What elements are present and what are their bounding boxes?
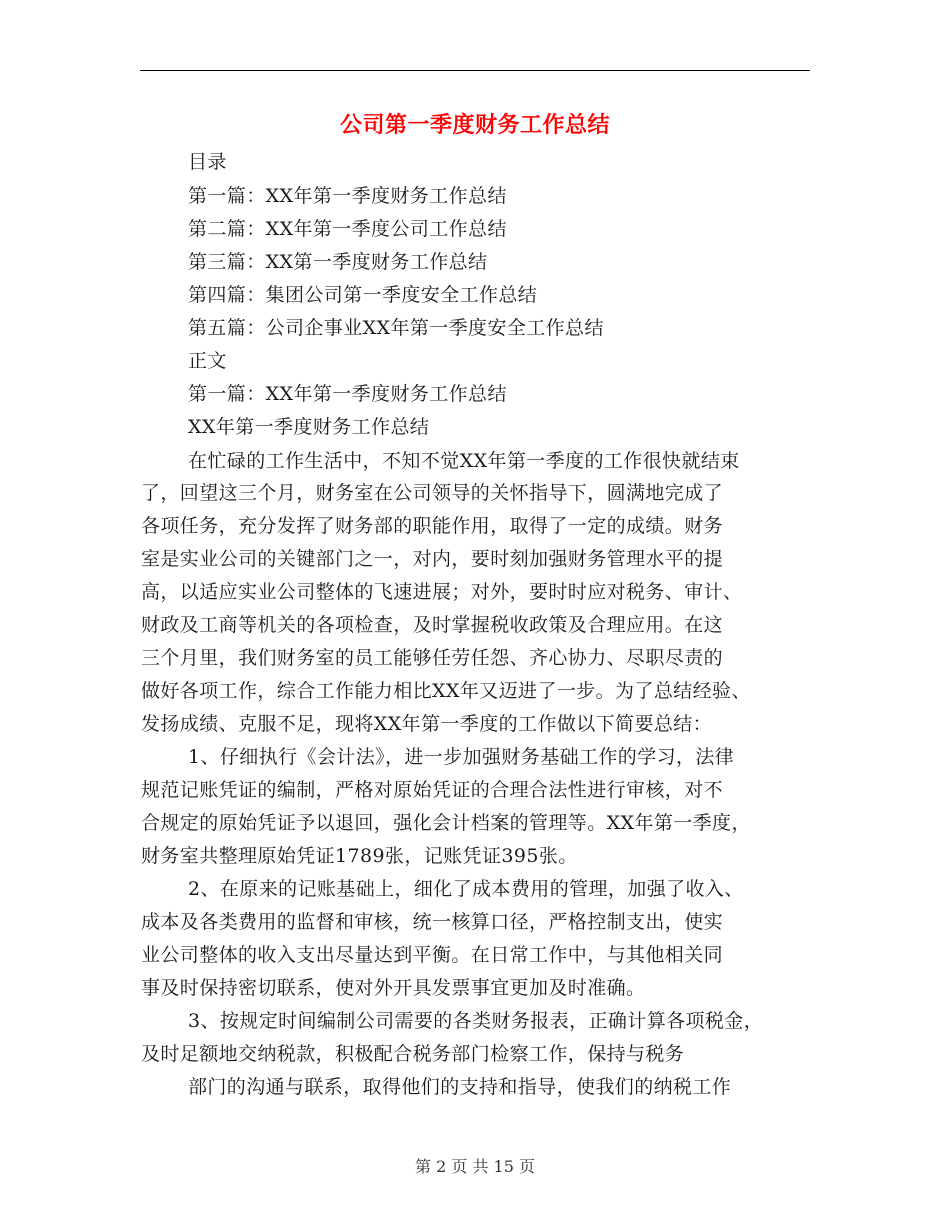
document-title: 公司第一季度财务工作总结: [339, 113, 610, 138]
paragraph-line: 各项任务，充分发挥了财务部的职能作用，取得了一定的成绩。财务: [141, 515, 724, 537]
part-title: 第一篇：XX年第一季度财务工作总结: [188, 383, 507, 405]
paragraph-line: 在忙碌的工作生活中，不知不觉XX年第一季度的工作很快就结束: [188, 450, 740, 472]
header-rule: [140, 70, 810, 71]
paragraph-line: 3、按规定时间编制公司需要的各类财务报表，正确计算各项税金，: [188, 1010, 764, 1032]
paragraph-line: 及时足额地交纳税款，积极配合税务部门检察工作，保持与税务: [141, 1043, 685, 1065]
paragraph-line: 成本及各类费用的监督和审核，统一核算口径，严格控制支出，使实: [141, 911, 724, 933]
toc-item: 第三篇：XX第一季度财务工作总结: [188, 251, 488, 273]
toc-item: 第一篇：XX年第一季度财务工作总结: [188, 185, 507, 207]
body-heading: 正文: [188, 350, 227, 372]
paragraph-line: 室是实业公司的关键部门之一，对内，要时刻加强财务管理水平的提: [141, 548, 724, 570]
paragraph-line: 合规定的原始凭证予以退回，强化会计档案的管理等。XX年第一季度，: [141, 812, 751, 834]
paragraph-line: 了，回望这三个月，财务室在公司领导的关怀指导下，圆满地完成了: [141, 482, 724, 504]
paragraph-line: 财政及工商等机关的各项检查，及时掌握税收政策及合理应用。在这: [141, 614, 724, 636]
article-title: XX年第一季度财务工作总结: [188, 416, 430, 438]
paragraph-line: 部门的沟通与联系，取得他们的支持和指导，使我们的纳税工作: [188, 1076, 732, 1098]
paragraph-line: 2、在原来的记账基础上，细化了成本费用的管理，加强了收入、: [188, 878, 744, 900]
paragraph-line: 三个月里，我们财务室的员工能够任劳任怨、齐心协力、尽职尽责的: [141, 647, 724, 669]
paragraph-line: 做好各项工作，综合工作能力相比XX年又迈进了一步。为了总结经验、: [141, 680, 751, 702]
paragraph-line: 规范记账凭证的编制，严格对原始凭证的合理合法性进行审核，对不: [141, 779, 724, 801]
paragraph-line: 高，以适应实业公司整体的飞速进展；对外，要时时应对税务、审计、: [141, 581, 743, 603]
toc-item: 第二篇：XX年第一季度公司工作总结: [188, 218, 507, 240]
paragraph-line: 1、仔细执行《会计法》，进一步加强财务基础工作的学习，法律: [188, 746, 735, 768]
toc-heading: 目录: [188, 151, 227, 173]
paragraph-line: 事及时保持密切联系，使对外开具发票事宜更加及时准确。: [141, 977, 646, 999]
toc-item: 第五篇：公司企事业XX年第一季度安全工作总结: [188, 317, 604, 339]
paragraph-line: 发扬成绩、克服不足，现将XX年第一季度的工作做以下简要总结：: [141, 713, 713, 735]
page-number: 第 2 页 共 15 页: [415, 1157, 535, 1176]
paragraph-line: 业公司整体的收入支出尽量达到平衡。在日常工作中，与其他相关同: [141, 944, 724, 966]
paragraph-line: 财务室共整理原始凭证1789张，记账凭证395张。: [141, 845, 578, 867]
toc-item: 第四篇：集团公司第一季度安全工作总结: [188, 284, 538, 306]
